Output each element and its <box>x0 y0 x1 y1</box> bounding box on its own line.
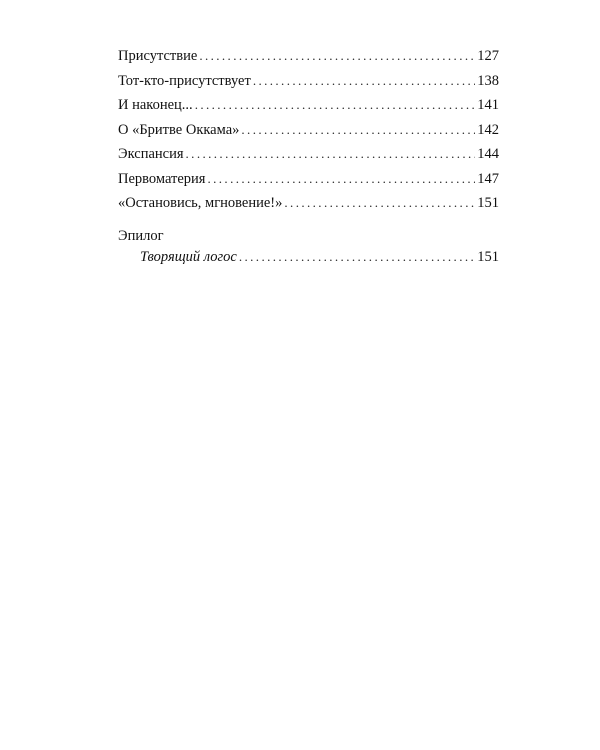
toc-entry-title: И наконец... <box>118 97 193 113</box>
toc-leader-dots <box>241 118 475 143</box>
toc-entry-stop-moment <box>118 191 499 216</box>
epilogue-heading: Эпилог <box>118 228 164 244</box>
toc-leader-dots <box>207 167 475 192</box>
toc-leader-dots <box>284 191 475 216</box>
toc-leader-dots <box>199 44 475 69</box>
toc-leader-dots <box>195 93 476 118</box>
toc-leader-dots <box>239 246 475 268</box>
toc-entry-page: 127 <box>477 48 499 64</box>
toc-entry-title: Экспансия <box>118 146 184 162</box>
epilogue-section <box>118 226 499 268</box>
toc-entry-occams-razor <box>118 118 499 143</box>
toc-entry-title: Творящий логос <box>140 249 237 265</box>
toc-entry-title: О «Бритве Оккама» <box>118 121 240 138</box>
toc-entry-page: 151 <box>477 249 499 265</box>
toc-entry-page: 147 <box>477 170 499 187</box>
toc-entry-title: «Остановись, мгновение!» <box>118 195 283 211</box>
toc-entry-page: 144 <box>477 146 499 162</box>
table-of-contents <box>118 44 499 216</box>
toc-leader-dots <box>186 142 476 167</box>
toc-entry-the-one-who-is-present <box>118 69 499 94</box>
toc-entry-finally <box>118 93 499 118</box>
toc-entry-page: 141 <box>477 97 499 113</box>
toc-entry-creative-logos <box>118 246 499 268</box>
toc-entry-presence <box>118 44 499 69</box>
toc-entry-title: Тот-кто-присутствует <box>118 72 251 89</box>
toc-entry-page: 138 <box>477 72 499 89</box>
toc-entry-title: Присутствие <box>118 48 198 64</box>
toc-entry-expansion <box>118 142 499 167</box>
toc-entry-page: 151 <box>477 195 499 211</box>
toc-entry-title: Первоматерия <box>118 170 206 187</box>
toc-entry-prime-matter <box>118 167 499 192</box>
toc-entry-page: 142 <box>477 121 499 138</box>
toc-leader-dots <box>253 69 475 94</box>
